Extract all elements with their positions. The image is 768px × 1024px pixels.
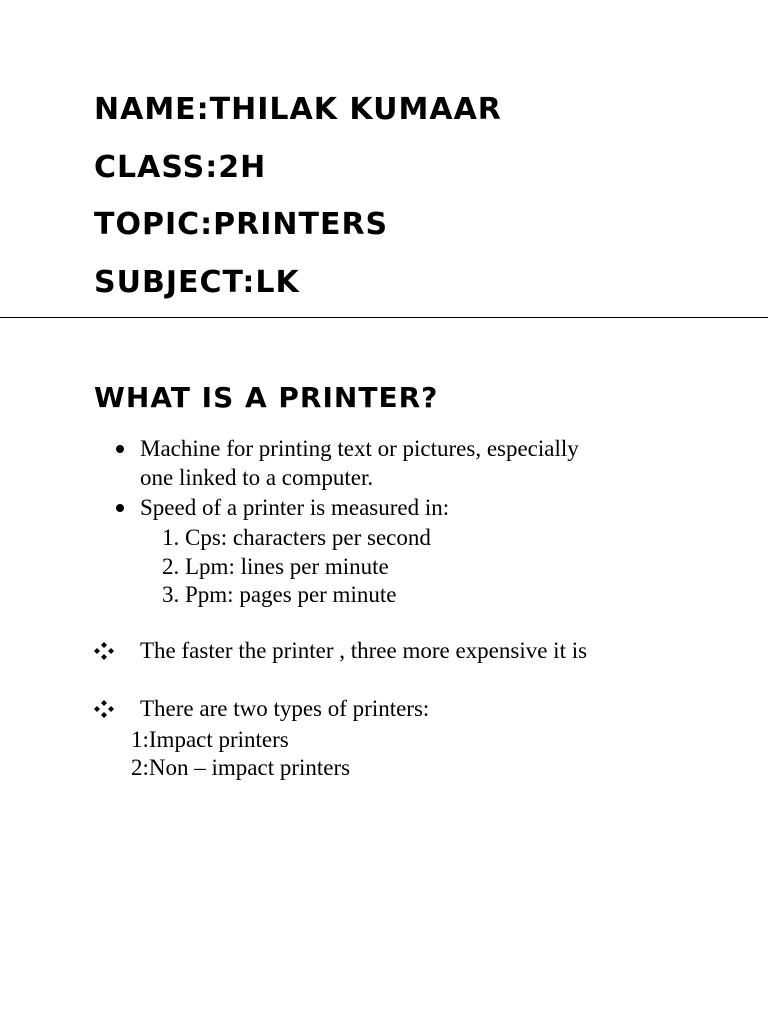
printer-type-non-impact: 2:Non – impact printers: [131, 755, 351, 780]
numbered-item-lpm: 2. Lpm: lines per minute: [162, 554, 389, 579]
diamond-point-text: The faster the printer , three more expensive it is: [140, 638, 588, 663]
bullet-dot-icon: [116, 504, 124, 512]
diamond-point-text: There are two types of printers:: [140, 696, 430, 721]
bullet-line: one linked to a computer.: [140, 465, 374, 490]
student-name: NAME:THILAK KUMAAR: [94, 92, 502, 127]
four-diamond-icon: [94, 642, 114, 660]
section-heading: WHAT IS A PRINTER?: [94, 381, 439, 414]
numbered-item-ppm: 3. Ppm: pages per minute: [162, 582, 397, 607]
numbered-item-cps: 1. Cps: characters per second: [162, 525, 431, 550]
bullet-line: Speed of a printer is measured in:: [140, 495, 450, 520]
printer-type-impact: 1:Impact printers: [131, 727, 289, 752]
student-class: CLASS:2H: [94, 150, 267, 185]
four-diamond-icon: [94, 700, 114, 718]
bullet-dot-icon: [116, 445, 124, 453]
horizontal-divider: [0, 317, 768, 318]
document-subject: SUBJECT:LK: [94, 265, 300, 300]
document-topic: TOPIC:PRINTERS: [94, 207, 389, 242]
bullet-text: [140, 434, 579, 492]
bullet-line: Machine for printing text or pictures, especially: [140, 436, 579, 461]
